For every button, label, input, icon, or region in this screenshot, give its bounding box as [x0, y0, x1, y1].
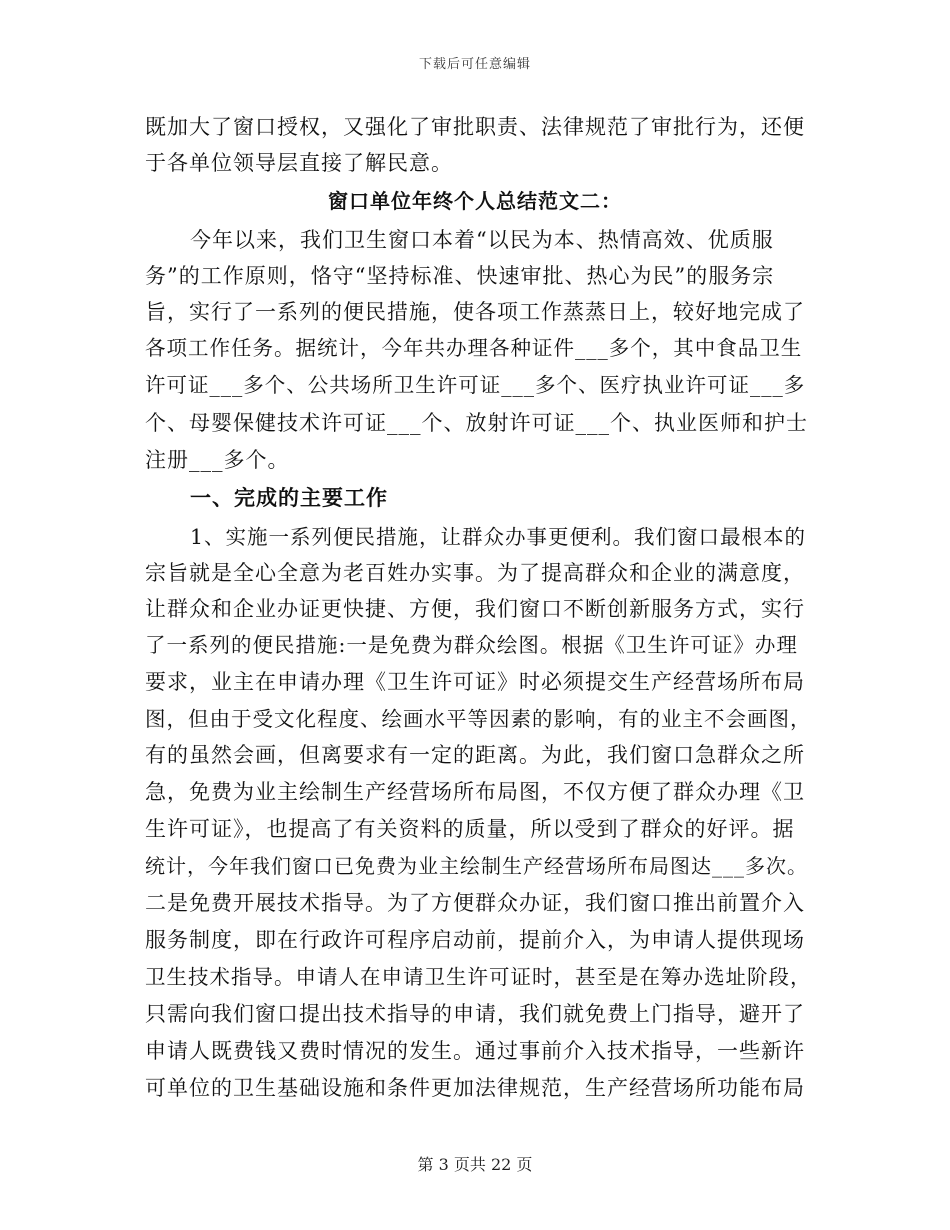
text-line: 有的虽然会画，但离要求有一定的距离。为此，我们窗口急群众之所 — [145, 743, 805, 767]
text-line: 要求，业主在申请办理《卫生许可证》时必须提交生产经营场所布局 — [145, 670, 805, 694]
section-heading: 一、完成的主要工作 — [190, 486, 388, 510]
text-line: 许可证___多个、公共场所卫生许可证___多个、医疗执业许可证___多 — [145, 373, 806, 397]
text-line: 了一系列的便民措施:一是免费为群众绘图。根据《卫生许可证》办理 — [145, 633, 798, 657]
section-title: 窗口单位年终个人总结范文二： — [328, 189, 622, 213]
text-line: 于各单位领导层直接了解民意。 — [145, 151, 453, 175]
text-line: 生许可证》，也提高了有关资料的质量，所以受到了群众的好评。据 — [145, 817, 795, 841]
text-line: 急，免费为业主绘制生产经营场所布局图，不仅方便了群众办理《卫 — [145, 780, 805, 804]
text-line: 旨，实行了一系列的便民措施，使各项工作蒸蒸日上，较好地完成了 — [145, 300, 805, 324]
text-line: 各项工作任务。据统计，今年共办理各种证件___多个，其中食品卫生 — [145, 336, 803, 360]
text-line: 统计，今年我们窗口已免费为业主绘制生产经营场所布局图达___多次。 — [145, 854, 808, 878]
text-line: 可单位的卫生基础设施和条件更加法律规范，生产经营场所功能布局 — [145, 1076, 805, 1100]
text-line: 二是免费开展技术指导。为了方便群众办证，我们窗口推出前置介入 — [145, 891, 805, 915]
text-line: 注册___多个。 — [145, 448, 290, 472]
text-line: 服务制度，即在行政许可程序启动前，提前介入，为申请人提供现场 — [145, 928, 805, 952]
text-line: 宗旨就是全心全意为老百姓办实事。为了提高群众和企业的满意度， — [145, 561, 805, 585]
page-footer: 第 3 页共 22 页 — [417, 1155, 533, 1174]
text-line: 既加大了窗口授权，又强化了审批职责、法律规范了审批行为，还便 — [145, 115, 805, 139]
text-line: 个、母婴保健技术许可证___个、放射许可证___个、执业医师和护士 — [145, 411, 808, 435]
text-line: 卫生技术指导。申请人在申请卫生许可证时，甚至是在筹办选址阶段， — [145, 965, 812, 989]
text-line: 只需向我们窗口提出技术指导的申请，我们就免费上门指导，避开了 — [145, 1002, 805, 1026]
text-line: 务”的工作原则，恪守“坚持标准、快速审批、热心为民”的服务宗 — [145, 264, 775, 288]
text-line: 申请人既费钱又费时情况的发生。通过事前介入技术指导，一些新许 — [145, 1039, 805, 1063]
text-line: 让群众和企业办证更快捷、方便，我们窗口不断创新服务方式，实行 — [145, 597, 805, 621]
page-header: 下载后可任意编辑 — [418, 57, 531, 72]
text-line: 1、实施一系列便民措施，让群众办事更便利。我们窗口最根本的 — [190, 525, 807, 549]
text-line: 图，但由于受文化程度、绘画水平等因素的影响，有的业主不会画图， — [145, 707, 812, 731]
text-line: 今年以来，我们卫生窗口本着“以民为本、热情高效、优质服 — [190, 228, 774, 252]
